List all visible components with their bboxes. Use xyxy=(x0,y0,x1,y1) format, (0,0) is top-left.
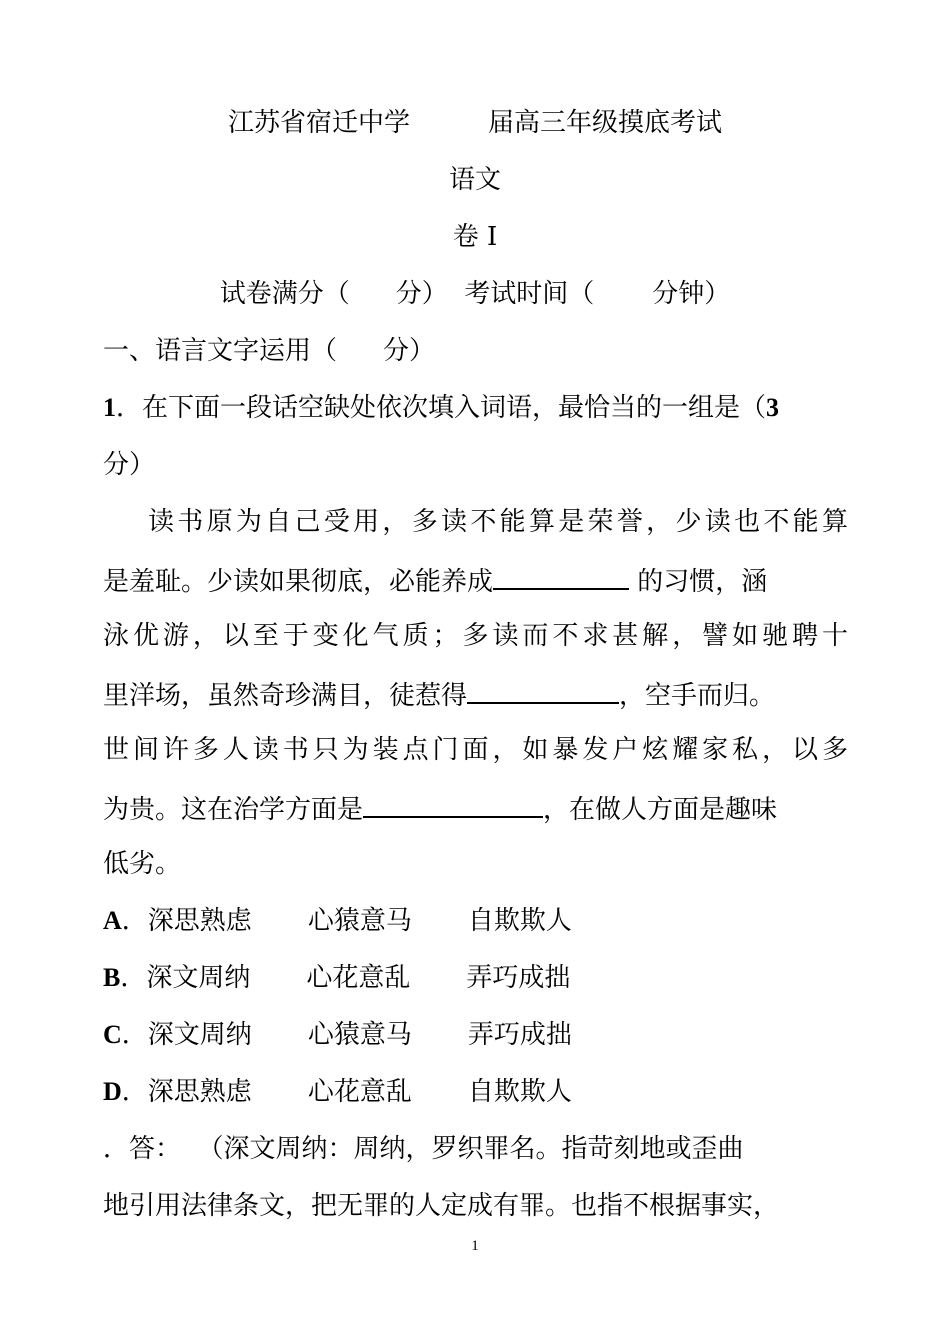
exam-title xyxy=(0,110,950,136)
subject-title: 语文 xyxy=(448,165,501,195)
answer-label: ．答： xyxy=(103,1134,182,1164)
section-heading: 一、语言文字运用（ 分） xyxy=(103,336,436,366)
exam-name: 届高三年级摸底考试 xyxy=(488,108,723,138)
passage-line-6: 为贵。这在治学方面是 ，在做人方面是趣味 xyxy=(103,795,778,825)
option-a[interactable]: A．深思熟虑 心猿意马 自欺欺人 xyxy=(103,906,572,936)
question-number: 1 xyxy=(103,393,116,422)
question-score: 3 xyxy=(766,393,780,422)
answer-line-2: 地引用法律条文，把无罪的人定成有罪。也指不根据事实， xyxy=(103,1191,780,1221)
blank-1 xyxy=(493,566,629,590)
passage-line-3: 泳优游，以至于变化气质；多读而不求甚解，譬如驰聘十 xyxy=(103,621,848,651)
passage-line-2: 是羞耻。少读如果彻底，必能养成 的习惯，涵 xyxy=(103,567,768,597)
time-unit: 分钟） xyxy=(652,279,731,309)
passage-line-4: 里洋场，虽然奇珍满目，徒惹得 ，空手而归。 xyxy=(103,681,776,711)
volume-title: 卷 I xyxy=(452,222,498,252)
time-label: 考试时间（ xyxy=(464,279,595,309)
passage-line-5: 世间许多人读书只为装点门面，如暴发户炫耀家私，以多 xyxy=(103,735,848,765)
passage-line-1: 读书原为自己受用，多读不能算是荣誉，少读也不能算 xyxy=(148,507,848,537)
score-time-line xyxy=(0,281,950,307)
blank-2 xyxy=(467,680,619,704)
page-number: 1 xyxy=(471,1238,479,1254)
option-c[interactable]: C．深文周纳 心猿意马 弄巧成拙 xyxy=(103,1020,572,1050)
full-score-unit: 分） xyxy=(395,279,448,309)
full-score-label: 试卷满分（ xyxy=(219,279,350,309)
option-b[interactable]: B．深文周纳 心花意乱 弄巧成拙 xyxy=(103,963,571,993)
blank-3 xyxy=(363,794,543,818)
question-stem-cont: 分） xyxy=(103,450,156,480)
school-name: 江苏省宿迁中学 xyxy=(227,108,410,138)
option-d[interactable]: D．深思熟虑 心花意乱 自欺欺人 xyxy=(103,1077,572,1107)
question-stem: 1．在下面一段话空缺处依次填入词语，最恰当的一组是（3 xyxy=(103,393,780,423)
answer-line-1: ．答： （深文周纳：周纳，罗织罪名。指苛刻地或歪曲 xyxy=(103,1134,744,1164)
passage-line-7: 低劣。 xyxy=(103,849,182,879)
